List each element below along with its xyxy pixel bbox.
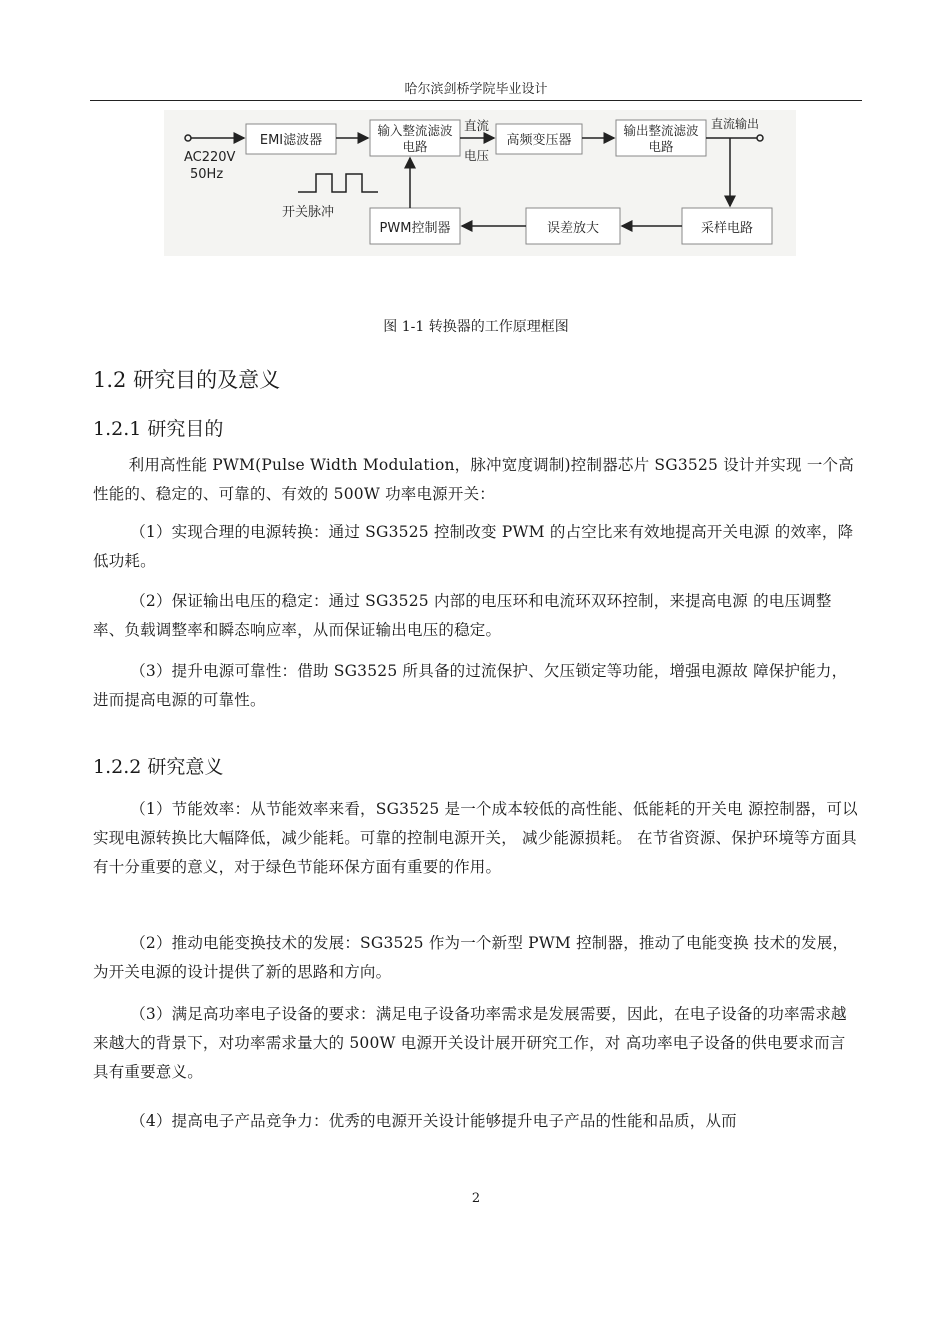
section-heading: 1.2 研究目的及意义 bbox=[93, 368, 281, 392]
paragraph: （2）保证输出电压的稳定：通过 SG3525 内部的电压环和电流环双环控制，来提高电源 的电压调整率、负载调整率和瞬态响应率，从而保证输出电压的稳定。 bbox=[93, 592, 832, 639]
paragraph: （3）提升电源可靠性：借助 SG3525 所具备的过流保护、欠压锁定等功能，增强电源故 障保护能力，进而提高电源的可靠性。 bbox=[93, 662, 848, 709]
page-number: 2 bbox=[471, 1191, 481, 1206]
paragraph: （3）满足高功率电子设备的要求：满足电子设备功率需求是发展需要，因此，在电子设备的功率需求越来越大的背景下，对功率需求量大的 500W 电源开关设计展开研究工作，对 高功率电子设备的供电要求而言具有重要意义。 bbox=[93, 1005, 847, 1081]
error-amplifier-label: 误差放大 bbox=[546, 221, 600, 236]
block-diagram bbox=[160, 108, 800, 260]
input-rectifier-label-1: 输入整流滤波 bbox=[377, 123, 453, 138]
paragraph: （1）节能效率：从节能效率来看，SG3525 是一个成本较低的高性能、低能耗的开关电 源控制器，可以实现电源转换比大幅降低，减少能耗。可靠的控制电源开关， 减少能源损耗。 在节省资源、保护环境等方面具有十分重要的意义，对于绿色节能环保方面有重要的作用。 bbox=[93, 800, 858, 876]
paragraph: 利用高性能 PWM(Pulse Width Modulation，脉冲宽度调制)控制器芯片 SG3525 设计并实现 一个高性能的、稳定的、可靠的、有效的 500W 功率电源开关： bbox=[93, 456, 854, 503]
dc-voltage-label-2: 电压 bbox=[464, 148, 490, 163]
output-rectifier-label-1: 输出整流滤波 bbox=[623, 123, 699, 138]
dc-output-label: 直流输出 bbox=[711, 117, 760, 131]
output-rectifier-label-2: 电路 bbox=[648, 139, 674, 154]
header-rule bbox=[90, 100, 862, 101]
running-header: 哈尔滨剑桥学院毕业设计 bbox=[404, 82, 548, 97]
paragraph: （4）提高电子产品竞争力：优秀的电源开关设计能够提升电子产品的性能和品质，从而 bbox=[130, 1112, 737, 1130]
switch-pulse-label: 开关脉冲 bbox=[282, 205, 335, 220]
pwm-controller-label: PWM控制器 bbox=[379, 221, 451, 236]
paragraph: （2）推动电能变换技术的发展：SG3525 作为一个新型 PWM 控制器，推动了电能变换 技术的发展，为开关电源的设计提供了新的思路和方向。 bbox=[93, 934, 849, 981]
dc-voltage-label-1: 直流 bbox=[464, 118, 490, 133]
figure-caption: 图 1-1 转换器的工作原理框图 bbox=[383, 319, 569, 335]
input-rectifier-label-2: 电路 bbox=[402, 139, 428, 154]
paragraph: （1）实现合理的电源转换：通过 SG3525 控制改变 PWM 的占空比来有效地提高开关电源 的效率，降低功耗。 bbox=[93, 523, 854, 570]
emi-filter-label: EMI滤波器 bbox=[259, 133, 323, 148]
input-frequency: 50Hz bbox=[190, 167, 224, 182]
subsection-heading-significance: 1.2.2 研究意义 bbox=[93, 756, 224, 778]
sampling-label: 采样电路 bbox=[700, 221, 754, 236]
input-label: AC220V bbox=[184, 150, 236, 165]
subsection-heading-purpose: 1.2.1 研究目的 bbox=[93, 418, 224, 440]
hf-transformer-label: 高频变压器 bbox=[506, 133, 572, 148]
